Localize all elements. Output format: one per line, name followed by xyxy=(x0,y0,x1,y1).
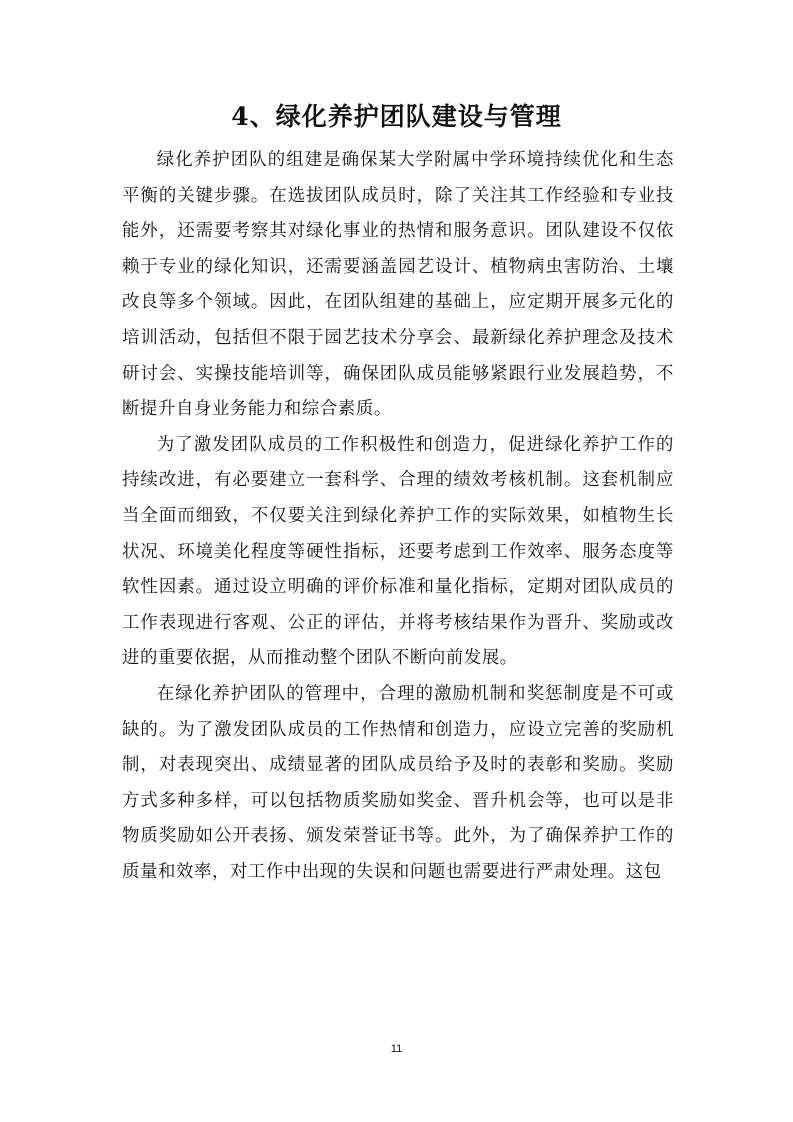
page-number: 11 xyxy=(390,1043,403,1055)
paragraph-team-formation: 绿化养护团队的组建是确保某大学附属中学环境持续优化和生态平衡的关键步骤。在选拔团队成员时，除了关注其工作经验和专业技能外，还需要考察其对绿化事业的热情和服务意识。团队建设不仅依赖于专业的绿化知识，还需要涵盖园艺设计、植物病虫害防治、土壤改良等多个领域。因此，在团队组建的基础上，应定期开展多元化的培训活动，包括但不限于园艺技术分享会、最新绿化养护理念及技术研讨会、实操技能培训等，确保团队成员能够紧跟行业发展趋势，不断提升自身业务能力和综合素质。 xyxy=(122,150,674,420)
paragraph-performance-evaluation: 为了激发团队成员的工作积极性和创造力，促进绿化养护工作的持续改进，有必要建立一套科学、合理的绩效考核机制。这套机制应当全面而细致，不仅要关注到绿化养护工作的实际效果，如植物生长状况、环境美化程度等硬性指标，还要考虑到工作效率、服务态度等软性因素。通过设立明确的评价标准和量化指标，定期对团队成员的工作表现进行客观、公正的评估，并将考核结果作为晋升、奖励或改进的重要依据，从而推动整个团队不断向前发展。 xyxy=(122,434,674,669)
body-text xyxy=(122,143,674,890)
section-title: 4、绿化养护团队建设与管理 xyxy=(231,102,562,131)
paragraph-incentive-mechanism: 在绿化养护团队的管理中，合理的激励机制和奖惩制度是不可或缺的。为了激发团队成员的工作热情和创造力，应设立完善的奖励机制，对表现突出、成绩显著的团队成员给予及时的表彰和奖励。奖励方式多种多样，可以包括物质奖励如奖金、晋升机会等，也可以是非物质奖励如公开表扬、颁发荣誉证书等。此外，为了确保养护工作的质量和效率，对工作中出现的失误和问题也需要进行严肃处理。这包 xyxy=(122,683,674,882)
